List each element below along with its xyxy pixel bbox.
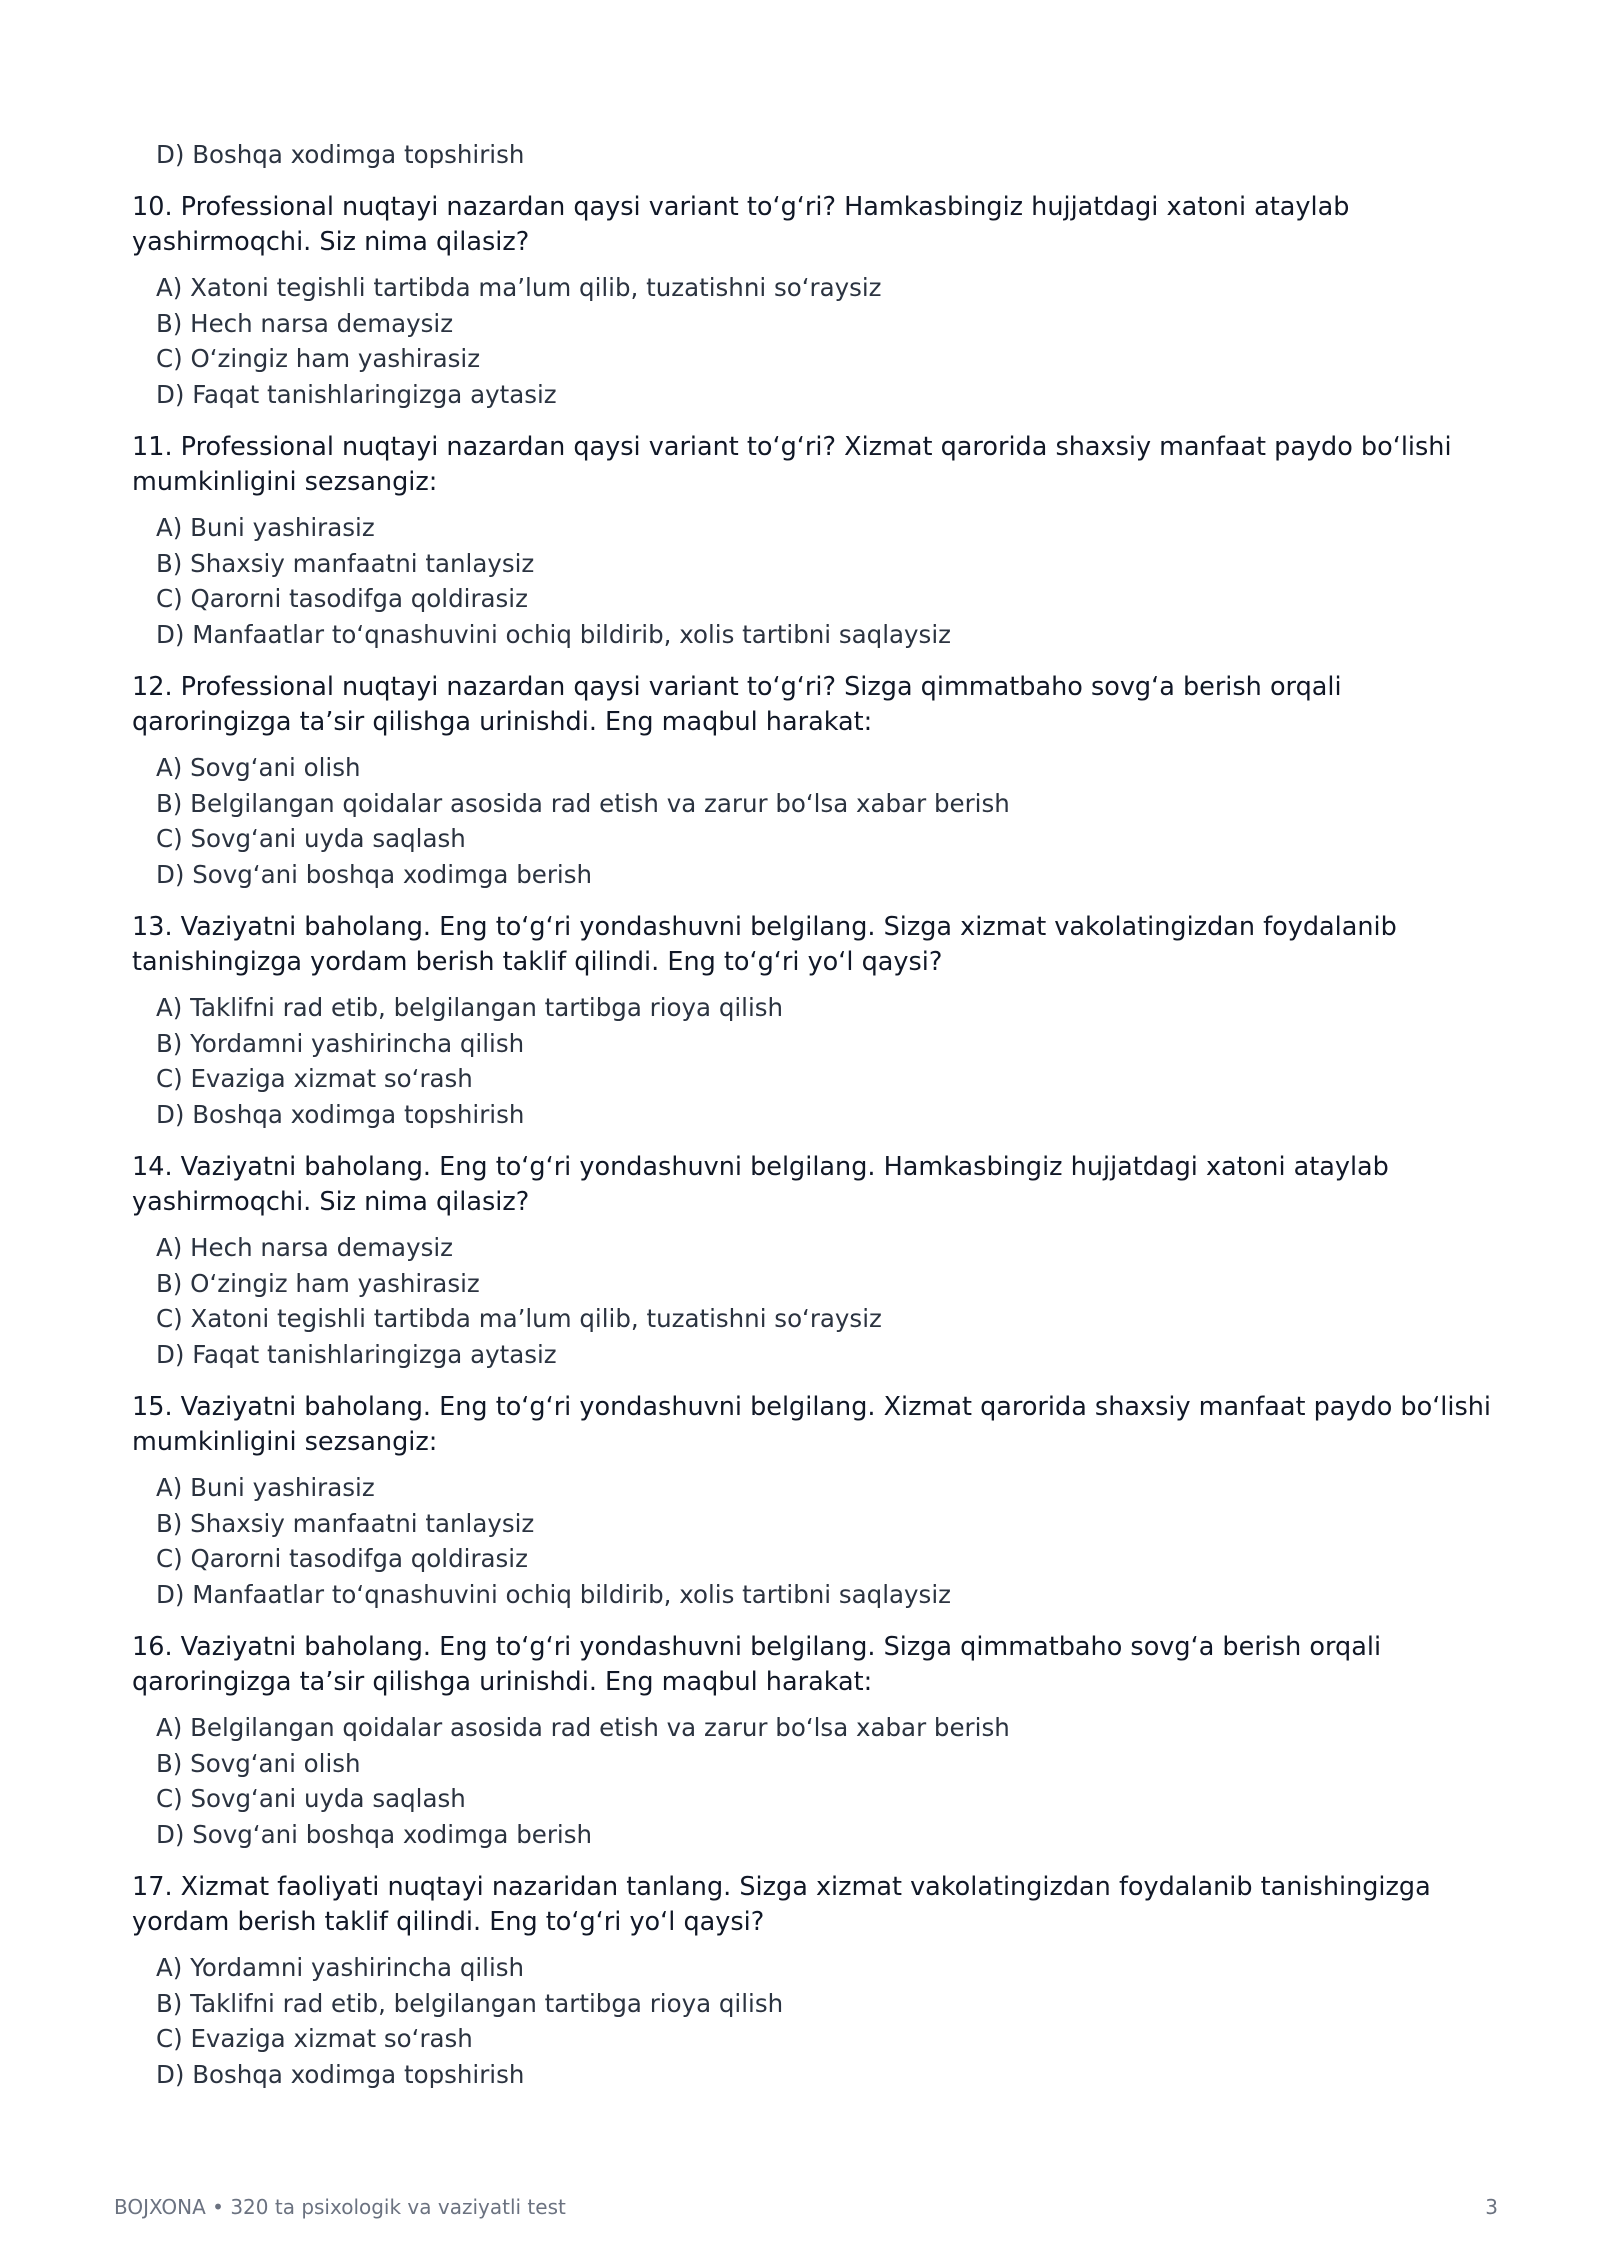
question-block: [132, 670, 1502, 892]
answer-option: A) Xatoni tegishli tartibda ma’lum qilib, tuzatishni so‘raysiz: [156, 273, 882, 302]
answer-option: C) Evaziga xizmat so‘rash: [156, 1064, 473, 1093]
answer-options: [132, 1470, 1502, 1612]
answer-option: B) Yordamni yashirincha qilish: [156, 1028, 525, 1058]
answer-option: B) Shaxsiy manfaatni tanlaysiz: [156, 548, 535, 578]
answer-option: D) Boshqa xodimga topshirish: [156, 1099, 525, 1129]
answer-option: D) Faqat tanishlaringizga aytasiz: [156, 379, 557, 409]
answer-option: B) Hech narsa demaysiz: [156, 308, 454, 338]
question-block: [132, 1390, 1502, 1612]
question-block: [132, 1150, 1502, 1372]
carried-over-option: D) Boshqa xodimga topshirish: [156, 140, 525, 169]
question-block: [132, 910, 1502, 1132]
question-text: 10. Professional nuqtayi nazardan qaysi variant to‘g‘ri? Hamkasbingiz hujjatdagi xatoni ataylab yashirmoqchi. Siz nima qilasiz?: [132, 192, 1350, 257]
answer-option: A) Buni yashirasiz: [156, 513, 375, 542]
answer-option: D) Boshqa xodimga topshirish: [156, 2059, 525, 2089]
question-block: [132, 1870, 1502, 2092]
answer-option: C) Sovg‘ani uyda saqlash: [156, 824, 466, 853]
question-text: 14. Vaziyatni baholang. Eng to‘g‘ri yondashuvni belgilang. Hamkasbingiz hujjatdagi xatoni ataylab yashirmoqchi. Siz nima qilasiz?: [132, 1152, 1389, 1217]
question-block: [132, 190, 1502, 412]
answer-option: B) O‘zingiz ham yashirasiz: [156, 1268, 480, 1298]
answer-options: [132, 750, 1502, 892]
question-text: 17. Xizmat faoliyati nuqtayi nazaridan tanlang. Sizga xizmat vakolatingizdan foydalanib tanishingizga yordam berish taklif qilindi. Eng to‘g‘ri yo‘l qaysi?: [132, 1872, 1431, 1937]
answer-option: A) Sovg‘ani olish: [156, 753, 361, 782]
answer-options: [132, 1230, 1502, 1372]
answer-option: B) Taklifni rad etib, belgilangan tartibga rioya qilish: [156, 1988, 784, 2018]
answer-option: C) Qarorni tasodifga qoldirasiz: [156, 1544, 528, 1573]
answer-option: C) Sovg‘ani uyda saqlash: [156, 1784, 466, 1813]
answer-option: A) Buni yashirasiz: [156, 1473, 375, 1502]
answer-option: D) Faqat tanishlaringizga aytasiz: [156, 1339, 557, 1369]
answer-option: B) Shaxsiy manfaatni tanlaysiz: [156, 1508, 535, 1538]
answer-option: C) Qarorni tasodifga qoldirasiz: [156, 584, 528, 613]
answer-option: C) O‘zingiz ham yashirasiz: [156, 344, 481, 373]
question-list: [132, 190, 1502, 2092]
question-text: 15. Vaziyatni baholang. Eng to‘g‘ri yondashuvni belgilang. Xizmat qarorida shaxsiy manfaat paydo bo‘lishi mumkinligini sezsangiz:: [132, 1392, 1492, 1457]
answer-options: [132, 510, 1502, 652]
answer-options: [132, 990, 1502, 1132]
answer-option: B) Sovg‘ani olish: [156, 1748, 361, 1778]
question-text: 13. Vaziyatni baholang. Eng to‘g‘ri yondashuvni belgilang. Sizga xizmat vakolatingizdan foydalanib tanishingizga yordam berish taklif qilindi. Eng to‘g‘ri yo‘l qaysi?: [132, 912, 1397, 977]
page-footer: [114, 2195, 1498, 2219]
answer-option: C) Xatoni tegishli tartibda ma’lum qilib, tuzatishni so‘raysiz: [156, 1304, 882, 1333]
answer-option: D) Manfaatlar to‘qnashuvini ochiq bildirib, xolis tartibni saqlaysiz: [156, 1579, 951, 1609]
answer-options: [132, 270, 1502, 412]
question-text: 16. Vaziyatni baholang. Eng to‘g‘ri yondashuvni belgilang. Sizga qimmatbaho sovg‘a berish orqali qaroringizga ta’sir qilishga urinishdi. Eng maqbul harakat:: [132, 1632, 1382, 1697]
answer-option: C) Evaziga xizmat so‘rash: [156, 2024, 473, 2053]
page-number: 3: [1485, 2195, 1498, 2219]
question-block: [132, 1630, 1502, 1852]
answer-option: D) Sovg‘ani boshqa xodimga berish: [156, 859, 593, 889]
answer-option: B) Belgilangan qoidalar asosida rad etish va zarur bo‘lsa xabar berish: [156, 788, 1010, 818]
answer-option: D) Sovg‘ani boshqa xodimga berish: [156, 1819, 593, 1849]
question-text: 12. Professional nuqtayi nazardan qaysi variant to‘g‘ri? Sizga qimmatbaho sovg‘a berish orqali qaroringizga ta’sir qilishga urinishdi. Eng maqbul harakat:: [132, 672, 1342, 737]
answer-option: A) Yordamni yashirincha qilish: [156, 1953, 525, 1982]
answer-options: [132, 1950, 1502, 2092]
test-page-content: [132, 137, 1502, 2110]
answer-option: A) Hech narsa demaysiz: [156, 1233, 454, 1262]
answer-options: [132, 1710, 1502, 1852]
question-block: [132, 430, 1502, 652]
answer-option: A) Belgilangan qoidalar asosida rad etish va zarur bo‘lsa xabar berish: [156, 1713, 1010, 1742]
footer-title: BOJXONA • 320 ta psixologik va vaziyatli test: [114, 2195, 566, 2219]
answer-option: A) Taklifni rad etib, belgilangan tartibga rioya qilish: [156, 993, 784, 1022]
answer-option: D) Manfaatlar to‘qnashuvini ochiq bildirib, xolis tartibni saqlaysiz: [156, 619, 951, 649]
question-text: 11. Professional nuqtayi nazardan qaysi variant to‘g‘ri? Xizmat qarorida shaxsiy manfaat paydo bo‘lishi mumkinligini sezsangiz:: [132, 432, 1452, 497]
